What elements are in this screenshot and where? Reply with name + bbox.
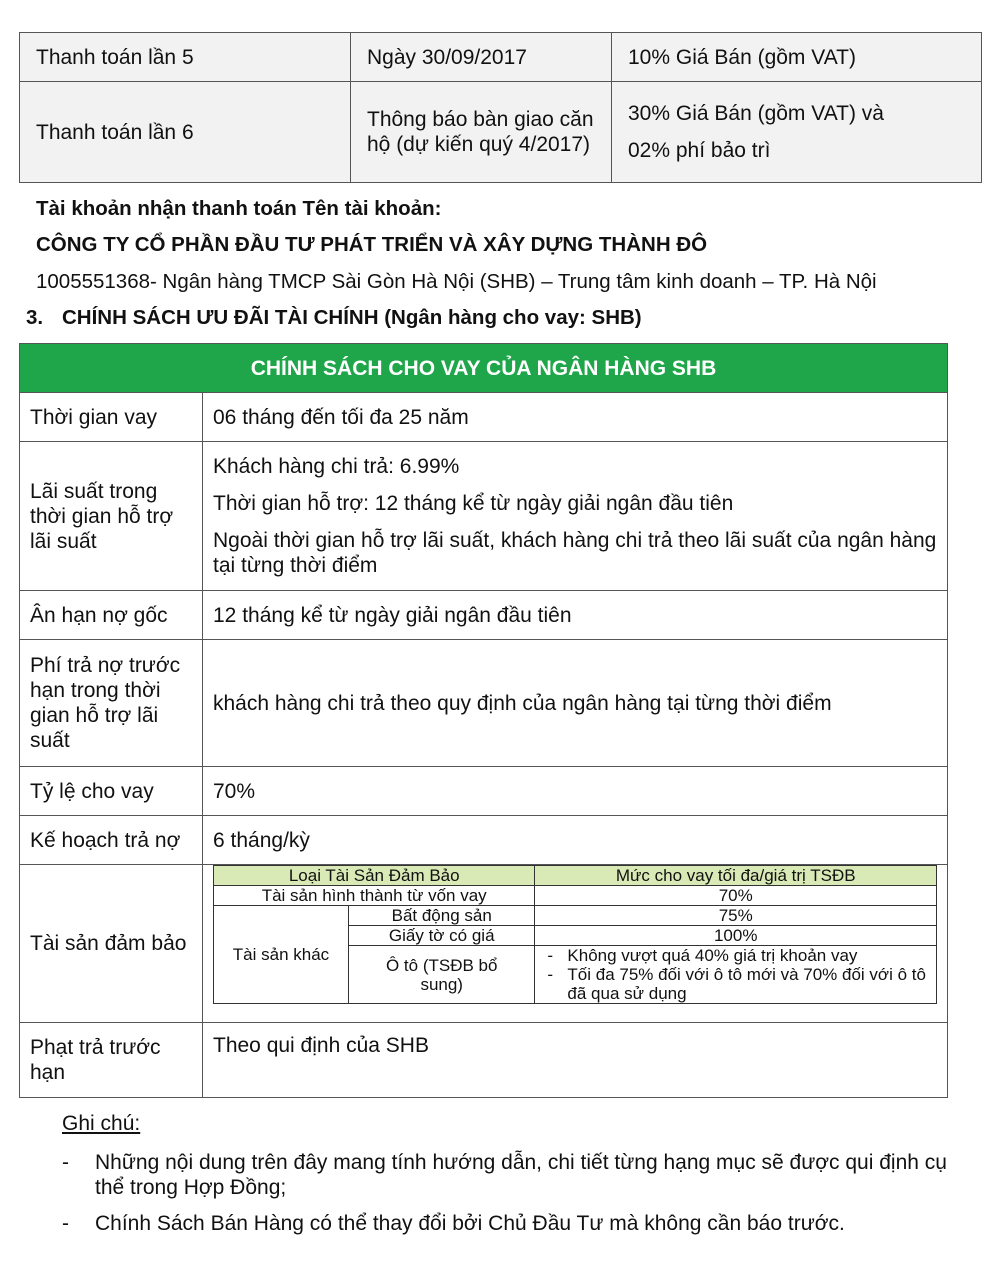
row-label: Tài sản đảm bảo	[20, 865, 203, 1023]
payment-amount-cell: 10% Giá Bán (gồm VAT)	[612, 33, 982, 82]
list-item	[539, 965, 932, 1003]
account-label: Tài khoản nhận thanh toán Tên tài khoản:	[36, 197, 442, 220]
row-label: Phạt trả trước hạn	[20, 1023, 203, 1098]
notes-title: Ghi chú:	[62, 1112, 141, 1135]
shb-loan-policy-table	[19, 343, 948, 1098]
collateral-type: Giấy tờ có giá	[349, 926, 535, 946]
row-label: Thời gian vay	[20, 393, 203, 442]
car-note: Tối đa 75% đối với ô tô mới và 70% đối với ô tô đã qua sử dụng	[567, 965, 926, 1003]
interest-line: Ngoài thời gian hỗ trợ lãi suất, khách hàng chi trả theo lãi suất của ngân hàng tại từng thời điểm	[213, 529, 937, 577]
note-item	[62, 1150, 975, 1200]
car-note: Không vượt quá 40% giá trị khoản vay	[567, 946, 858, 965]
row-label: Tỷ lệ cho vay	[20, 767, 203, 816]
payment-stage-cell: Thanh toán lần 5	[20, 33, 351, 82]
collateral-row	[214, 886, 937, 906]
section-title-text: CHÍNH SÁCH ƯU ĐÃI TÀI CHÍNH (Ngân hàng cho vay: SHB)	[62, 306, 642, 329]
table-row	[20, 767, 948, 816]
note-dash: -	[62, 1212, 69, 1235]
row-label: Ân hạn nợ gốc	[20, 591, 203, 640]
account-details: 1005551368- Ngân hàng TMCP Sài Gòn Hà Nội (SHB) – Trung tâm kinh doanh – TP. Hà Nội	[36, 270, 877, 293]
section-title	[26, 306, 642, 330]
payment-schedule-table	[19, 32, 982, 183]
collateral-header-row	[214, 866, 937, 886]
payment-amount-line: 30% Giá Bán (gồm VAT) và	[628, 102, 884, 125]
collateral-type: Tài sản hình thành từ vốn vay	[214, 886, 535, 906]
table-header: CHÍNH SÁCH CHO VAY CỦA NGÂN HÀNG SHB	[20, 344, 948, 393]
payment-time-cell: Thông báo bàn giao căn hộ (dự kiến quý 4/2017)	[351, 82, 612, 183]
collateral-limit: 70%	[535, 886, 937, 906]
table-row	[20, 816, 948, 865]
table-row	[20, 33, 982, 82]
note-text: Chính Sách Bán Hàng có thể thay đổi bởi Chủ Đầu Tư mà không cần báo trước.	[95, 1212, 845, 1235]
collateral-type: Bất động sản	[349, 906, 535, 926]
section-number: 3.	[26, 306, 44, 329]
row-label: Kế hoạch trả nợ	[20, 816, 203, 865]
table-row	[20, 591, 948, 640]
payment-time-cell: Ngày 30/09/2017	[351, 33, 612, 82]
row-value: khách hàng chi trả theo quy định của ngân hàng tại từng thời điểm	[203, 640, 948, 767]
collateral-table	[213, 865, 937, 1004]
list-dash: -	[547, 965, 554, 984]
collateral-col-type: Loại Tài Sản Đảm Bảo	[214, 866, 535, 886]
table-row	[20, 442, 948, 591]
row-label: Phí trả nợ trước hạn trong thời gian hỗ trợ lãi suất	[20, 640, 203, 767]
row-value: 06 tháng đến tối đa 25 năm	[203, 393, 948, 442]
list-item	[539, 946, 932, 965]
account-company: CÔNG TY CỔ PHẦN ĐẦU TƯ PHÁT TRIỂN VÀ XÂY DỰNG THÀNH ĐÔ	[36, 233, 708, 256]
row-value: 6 tháng/kỳ	[203, 816, 948, 865]
note-item	[62, 1211, 975, 1236]
collateral-row	[214, 906, 937, 926]
collateral-limit: 75%	[535, 906, 937, 926]
collateral-type: Ô tô (TSĐB bổ sung)	[349, 946, 535, 1004]
note-dash: -	[62, 1151, 69, 1174]
collateral-limit: 100%	[535, 926, 937, 946]
payment-amount-cell	[612, 82, 982, 183]
payment-amount-line: 02% phí bảo trì	[628, 139, 771, 162]
table-header-row	[20, 344, 948, 393]
table-row	[20, 865, 948, 1023]
interest-line: Thời gian hỗ trợ: 12 tháng kể từ ngày giải ngân đầu tiên	[213, 492, 734, 515]
collateral-col-limit: Mức cho vay tối đa/giá trị TSĐB	[535, 866, 937, 886]
collateral-group: Tài sản khác	[214, 906, 349, 1004]
table-row	[20, 82, 982, 183]
row-label: Lãi suất trong thời gian hỗ trợ lãi suất	[20, 442, 203, 591]
table-row	[20, 640, 948, 767]
row-value	[203, 865, 948, 1023]
table-row	[20, 393, 948, 442]
table-row	[20, 1023, 948, 1098]
car-notes-list	[539, 946, 932, 1003]
row-value	[203, 442, 948, 591]
list-dash: -	[547, 946, 554, 965]
interest-line: Khách hàng chi trả: 6.99%	[213, 455, 460, 478]
collateral-limit	[535, 946, 937, 1004]
row-value: 12 tháng kể từ ngày giải ngân đầu tiên	[203, 591, 948, 640]
row-value: 70%	[203, 767, 948, 816]
row-value: Theo qui định của SHB	[203, 1023, 948, 1098]
note-text: Những nội dung trên đây mang tính hướng dẫn, chi tiết từng hạng mục sẽ được qui định cụ thể trong Hợp Đồng;	[95, 1151, 947, 1199]
payment-stage-cell: Thanh toán lần 6	[20, 82, 351, 183]
